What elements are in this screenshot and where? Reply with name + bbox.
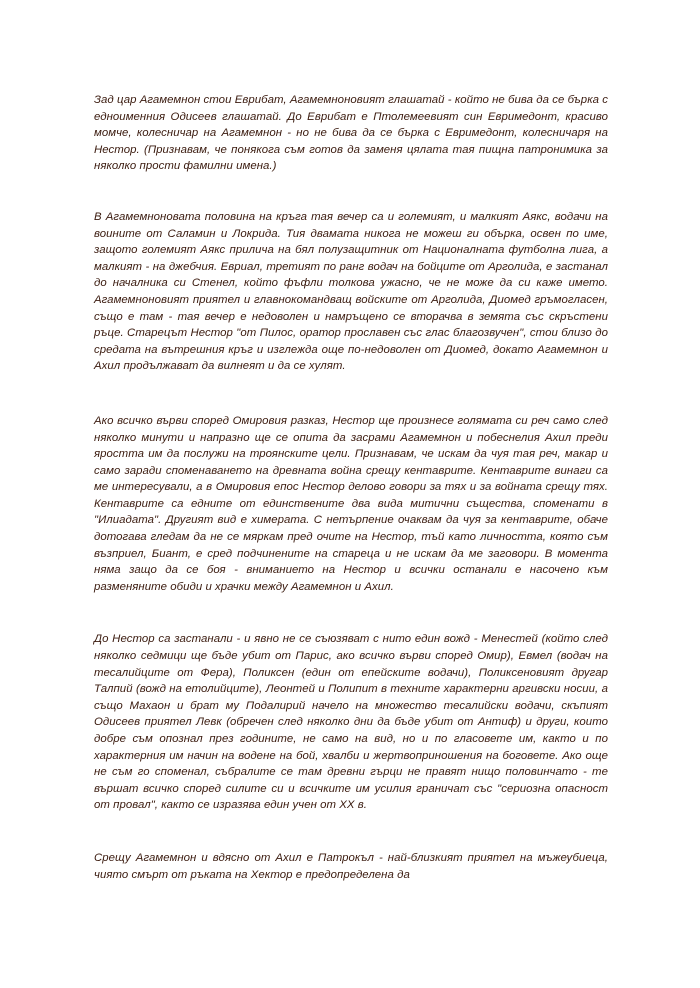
paragraph-5: Срещу Агамемнон и вдясно от Ахил е Патрокъл - най-близкият приятел на мъжеубиеца, чиято смърт от ръката на Хектор е предопределена да bbox=[94, 851, 608, 881]
document-page bbox=[94, 92, 608, 917]
paragraph-1: Зад цар Агамемнон стои Еврибат, Агамемноновият глашатай - който не бива да се бърка с едноименния Одисеев глашатай. До Еврибат е Птолемеевият син Евримедонт, красиво момче, колесничар на Агамемнон - но не бива да се бърка с Евримедонт, колесничаря на Нестор. (Признавам, че понякога съм готов да заменя цялата тая пищна патронимика за няколко прости фамилни имена.) bbox=[94, 94, 608, 173]
paragraph-4: До Нестор са застанали - и явно не се съюзяват с нито един вожд - Менестей (който след няколко седмици ще бъде убит от Парис, ако всичко върви според Омир), Евмел (водач на тесалийците от Фера), Поликсен (един от епейските водачи), Поликсеновият другар Талпий (вожд на етолийците), Леонтей и Полипит в техните характерни аргивски носии, а също Махаон и брат му Подалирий начело на множество тесалийски водачи, скъпият Одисеев приятел Левк (обречен след няколко дни да бъде убит от Антиф) и други, които добре съм опознал през годините, не само на вид, но и по гласовете им, както и по характерния им начин на водене на бой, хвалби и жертвоприношения на боговете. Ако още не съм го споменал, събралите се там древни гърци не правят нищо половинчато - те вършат всичко според силите си и всичките им усилия граничат със "сериозна опасност от провал", както се изразява един учен от XX в. bbox=[94, 633, 608, 812]
paragraph-3: Ако всичко върви според Омировия разказ, Нестор ще произнесе голямата си реч само след няколко минути и напразно ще се опита да засрами Агамемнон и побеснелия Ахил преди яростта им да послужи на троянските цели. Признавам, че искам да чуя тая реч, макар и само заради споменаването на древната война срещу кентаврите. Кентаврите винаги са ме интересували, а в Омировия епос Нестор делово говори за тях и за войната срещу тях. Кентаврите са едните от единствените два вида митични същества, споменати в "Илиадата". Другият вид е химерата. С нетърпение очаквам да чуя за кентаврите, обаче дотогава гледам да не се мяркам пред очите на Нестор, тъй като личността, която съм възприел, Биант, е сред подчинените на стареца и не искам да ме заговори. В момента няма защо да се боя - вниманието на Нестор и всички останали е насочено към разменяните обиди и храчки между Агамемнон и Ахил. bbox=[94, 414, 608, 593]
paragraph-2: В Агамемноновата половина на кръга тая вечер са и големият, и малкият Аякс, водачи на воините от Саламин и Локрида. Тия двамата никога не можеш ги объркa, освен по име, защото големият Аякс прилича на бял полузащитник от Националната футболна лига, а малкият - на джебчия. Евриал, третият по ранг водач на бойците от Арголида, е застанал до началника си Стенел, който фъфли толкова ужасно, че не може да си каже името. Агамемноновият приятел и главнокомандващ войските от Арголида, Диомед гръмогласен, също е там - тая вечер е недоволен и намръщено се вторачва в земята със скръстени ръце. Старецът Нестор "от Пилос, оратор прославен със глас благозвучен", стои близо до средата на вътрешния кръг и изглежда още по-недоволен от Диомед, докато Агамемнон и Ахил продължават да вилнеят и да се хулят. bbox=[94, 210, 608, 373]
